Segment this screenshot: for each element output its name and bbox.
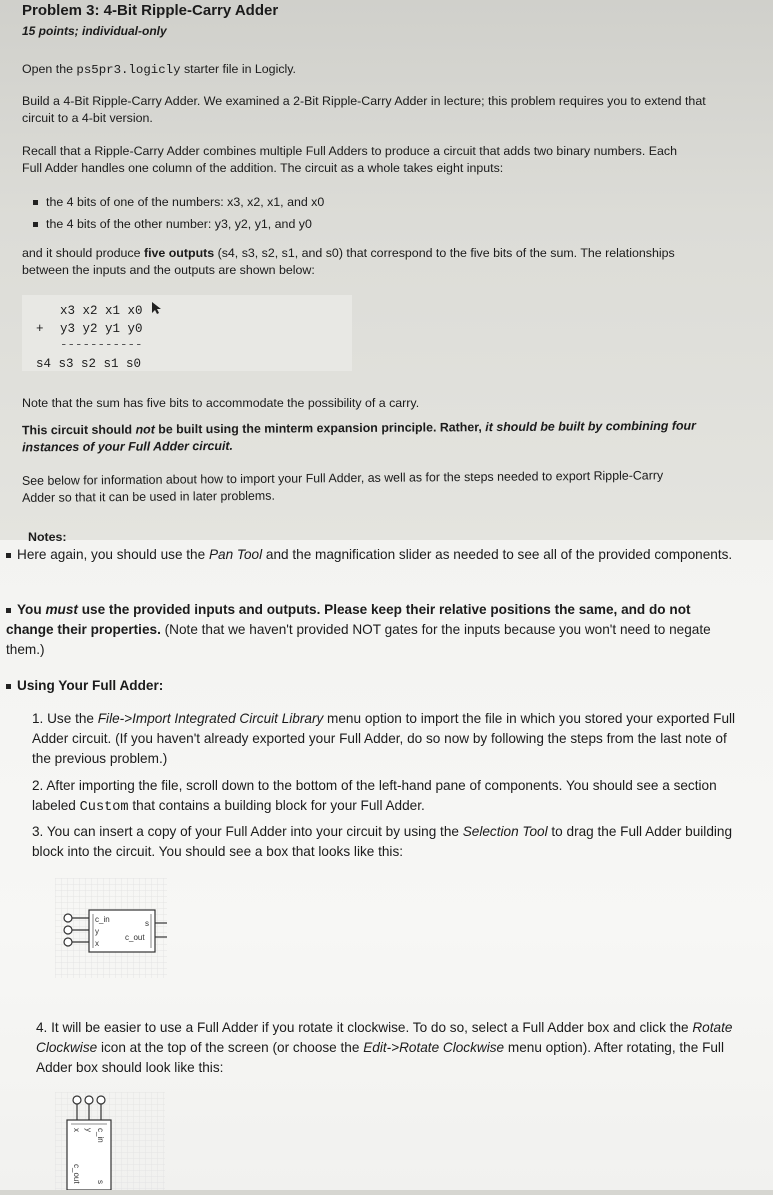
rot-label-x: x	[72, 1128, 81, 1132]
rot-label-cin: c_in	[96, 1128, 105, 1143]
see-below-paragraph: See below for information about how to import your Full Adder, as well as for the steps needed to export Ripple-Carry Adder so that it can be used in later problems.	[21, 468, 664, 505]
step-1-import: 1. Use the File->Import Integrated Circuit Library menu option to import the file in which you stored your exported Full Adder circuit. (If you haven't already exported your Full Adder, do so now by following the steps from the last note of the previous problem.)	[32, 711, 736, 766]
rot-label-y: y	[84, 1128, 93, 1132]
open-instruction: Open the ps5pr3.logicly starter file in Logicly.	[22, 62, 296, 77]
bullet-marker	[33, 222, 38, 227]
code-divider: -----------	[60, 338, 143, 352]
rot-label-cout: c_out	[72, 1164, 81, 1184]
step-2-custom-section: 2. After importing the file, scroll down to the bottom of the left-hand pane of components. You should see a section labeled Custom that contains a building block for your Full Adder.	[32, 778, 717, 815]
note-item-inputs: You must use the provided inputs and outputs. Please keep their relative positions the same, and do not change their properties. (Note that we haven't provided NOT gates for the inputs because you won't need to negate them.)	[6, 602, 711, 657]
full-adder-box-figure	[55, 878, 167, 983]
recall-paragraph: Recall that a Ripple-Carry Adder combines multiple Full Adders to produce a circuit that adds two binary numbers. Each Full Adder handles one column of the addition. The circuit as a whole takes eight inputs:	[22, 144, 677, 175]
code-line-x: x3 x2 x1 x0	[60, 304, 143, 318]
page-subtitle: 15 points; individual-only	[22, 24, 167, 38]
fa-label-cout: c_out	[125, 933, 145, 942]
starter-filename: ps5pr3.logicly	[76, 63, 181, 77]
fa-label-s: s	[145, 919, 149, 928]
note-item-pan-tool: Here again, you should use the Pan Tool and the magnification slider as needed to see all of the provided components.	[6, 545, 736, 565]
cursor-arrow-icon	[150, 301, 162, 320]
bullet-marker	[6, 553, 11, 558]
rot-label-s: s	[96, 1180, 105, 1184]
bullet-marker	[33, 200, 38, 205]
note-item-full-adder: Using Your Full Adder:	[6, 676, 163, 696]
warning-paragraph: This circuit should not be built using the minterm expansion principle. Rather, it should be built by combining four instances of your Full Adder circuit.	[21, 418, 696, 455]
code-plus-sign: +	[36, 322, 44, 336]
step-3-insert: 3. You can insert a copy of your Full Adder into your circuit by using the Selection Tool to drag the Full Adder building block into the circuit. You should see a box that looks like this:	[32, 824, 733, 859]
outputs-paragraph: and it should produce five outputs (s4, s3, s2, s1, and s0) that correspond to the five bits of the sum. The relationships between the inputs and the outputs are shown below:	[22, 246, 675, 277]
fa-label-y: y	[95, 927, 99, 936]
rotated-full-adder-figure	[55, 1092, 165, 1195]
input-bullet-x: the 4 bits of one of the numbers: x3, x2, x1, and x0	[33, 195, 324, 209]
bullet-marker	[6, 608, 11, 613]
fa-label-x: x	[95, 939, 99, 948]
notes-heading: Notes:	[28, 530, 67, 544]
note-paragraph: Note that the sum has five bits to accommodate the possibility of a carry.	[22, 396, 420, 410]
fa-label-cin: c_in	[95, 915, 110, 924]
code-line-y: y3 y2 y1 y0	[60, 322, 143, 336]
step-4-rotate: 4. It will be easier to use a Full Adder if you rotate it clockwise. To do so, select a Full Adder box and click the Rotate Clockwise icon at the top of the screen (or choose the Edit->Rotate Clockwise menu option). After rotating, the Full Adder box should look like this:	[36, 1020, 733, 1075]
page-title: Problem 3: 4-Bit Ripple-Carry Adder	[22, 2, 279, 19]
input-bullet-y: the 4 bits of the other number: y3, y2, y1, and y0	[33, 217, 312, 231]
code-line-sum: s4 s3 s2 s1 s0	[36, 357, 142, 371]
bullet-marker	[6, 684, 11, 689]
build-paragraph: Build a 4-Bit Ripple-Carry Adder. We examined a 2-Bit Ripple-Carry Adder in lecture; this problem requires you to extend that circuit to a 4-bit version.	[22, 94, 706, 125]
